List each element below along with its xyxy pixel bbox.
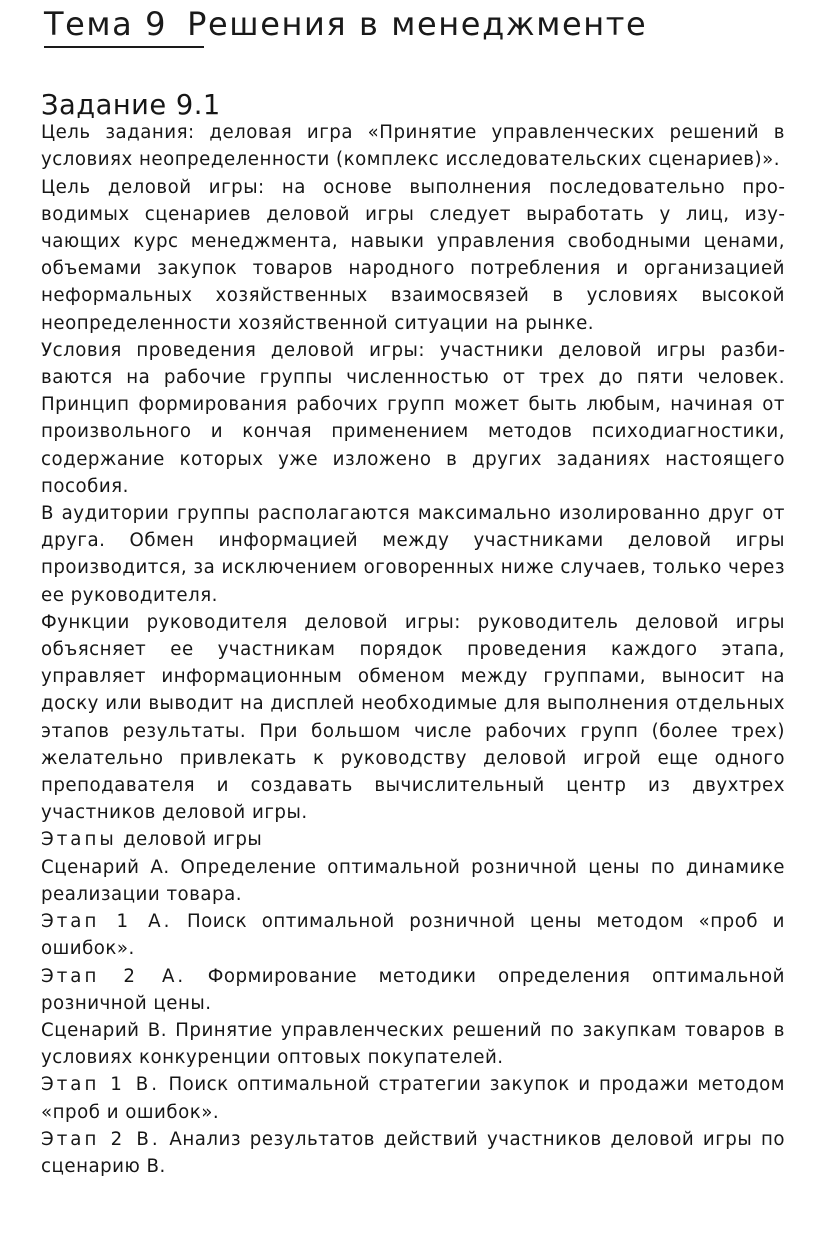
stages-heading-rest: деловой игры: [116, 829, 263, 851]
stages-heading: [41, 826, 785, 853]
task-goal-paragraph: Цель задания: деловая игра «Принятие управленческих решений в условиях неопределенности (комплекс исследовательских сценариев)».: [41, 122, 785, 171]
task-heading: Задание 9.1: [41, 90, 221, 121]
audience-arrangement-paragraph: В аудитории группы располагаются максимально изолированно друг от друга. Обмен информацией между участниками деловой игры производится, за исключением оговоренных ниже случаев, только через ее руководителя.: [41, 503, 785, 606]
stage-1b-label: Этап 1 В.: [41, 1074, 161, 1096]
stage-2b-text: Анализ результатов действий участников деловой игры по сценарию В.: [41, 1128, 785, 1177]
header-underline: [44, 46, 204, 48]
stage-2b-label: Этап 2 В.: [41, 1128, 161, 1150]
chapter-name: Решения в менеджменте: [187, 5, 648, 43]
stage-2a: [41, 963, 785, 1017]
page-header: [44, 0, 804, 48]
chapter-title: [44, 2, 647, 46]
stage-2a-label: Этап 2 А.: [41, 965, 187, 987]
stage-1b: [41, 1071, 785, 1125]
game-conditions-paragraph: Условия проведения деловой игры: участники деловой игры разбиваются на рабочие группы численностью от трех до пяти человек. Принцип формирования рабочих групп может быть любым, начиная от произвольного и кончая применением методов психодиагностики, содержание которых уже изложено в других заданиях настоящего пособия.: [41, 339, 785, 497]
task-content: [41, 92, 785, 1180]
stage-2a-text: Формирование методики определения оптимальной розничной цены.: [41, 965, 786, 1014]
chapter-number: Тема 9: [44, 5, 168, 43]
stages-heading-spaced: Этапы: [41, 829, 117, 851]
stage-1a: [41, 908, 785, 962]
leader-functions-paragraph: Функции руководителя деловой игры: руководитель деловой игры объясняет ее участникам порядок проведения каждого этапа, управляет информационным обменом между группами, выносит на доску или выводит на дисплей необходимые для выполнения отдельных этапов результаты. При большом числе рабочих групп (более трех) желательно привлекать к руководству деловой игрой еще одного преподавателя и создавать вычислительный центр из двухтрех участников деловой игры.: [41, 611, 785, 824]
stage-1a-label: Этап 1 А.: [41, 911, 173, 933]
scenario-b: Сценарий В. Принятие управленческих решений по закупкам товаров в условиях конкуренции оптовых покупателей.: [41, 1019, 785, 1069]
stage-1b-text: Поиск оптимальной стратегии закупок и продажи методом «проб и ошибок».: [41, 1074, 785, 1123]
scenario-a: Сценарий А. Определение оптимальной розничной цены по динамике реализации товара.: [41, 856, 785, 905]
stage-1a-text: Поиск оптимальной розничной цены методом «проб и ошибок».: [41, 911, 785, 960]
stage-2b: [41, 1126, 785, 1180]
game-goal-paragraph: Цель деловой игры: на основе выполнения последовательно проводимых сценариев деловой игры следует выработать у лиц, изучающих курс менеджмента, навыки управления свободными ценами, объемами закупок товаров народного потребления и организацией неформальных хозяйственных взаимосвязей в условиях высокой неопределенности хозяйственной ситуации на рынке.: [41, 176, 785, 334]
